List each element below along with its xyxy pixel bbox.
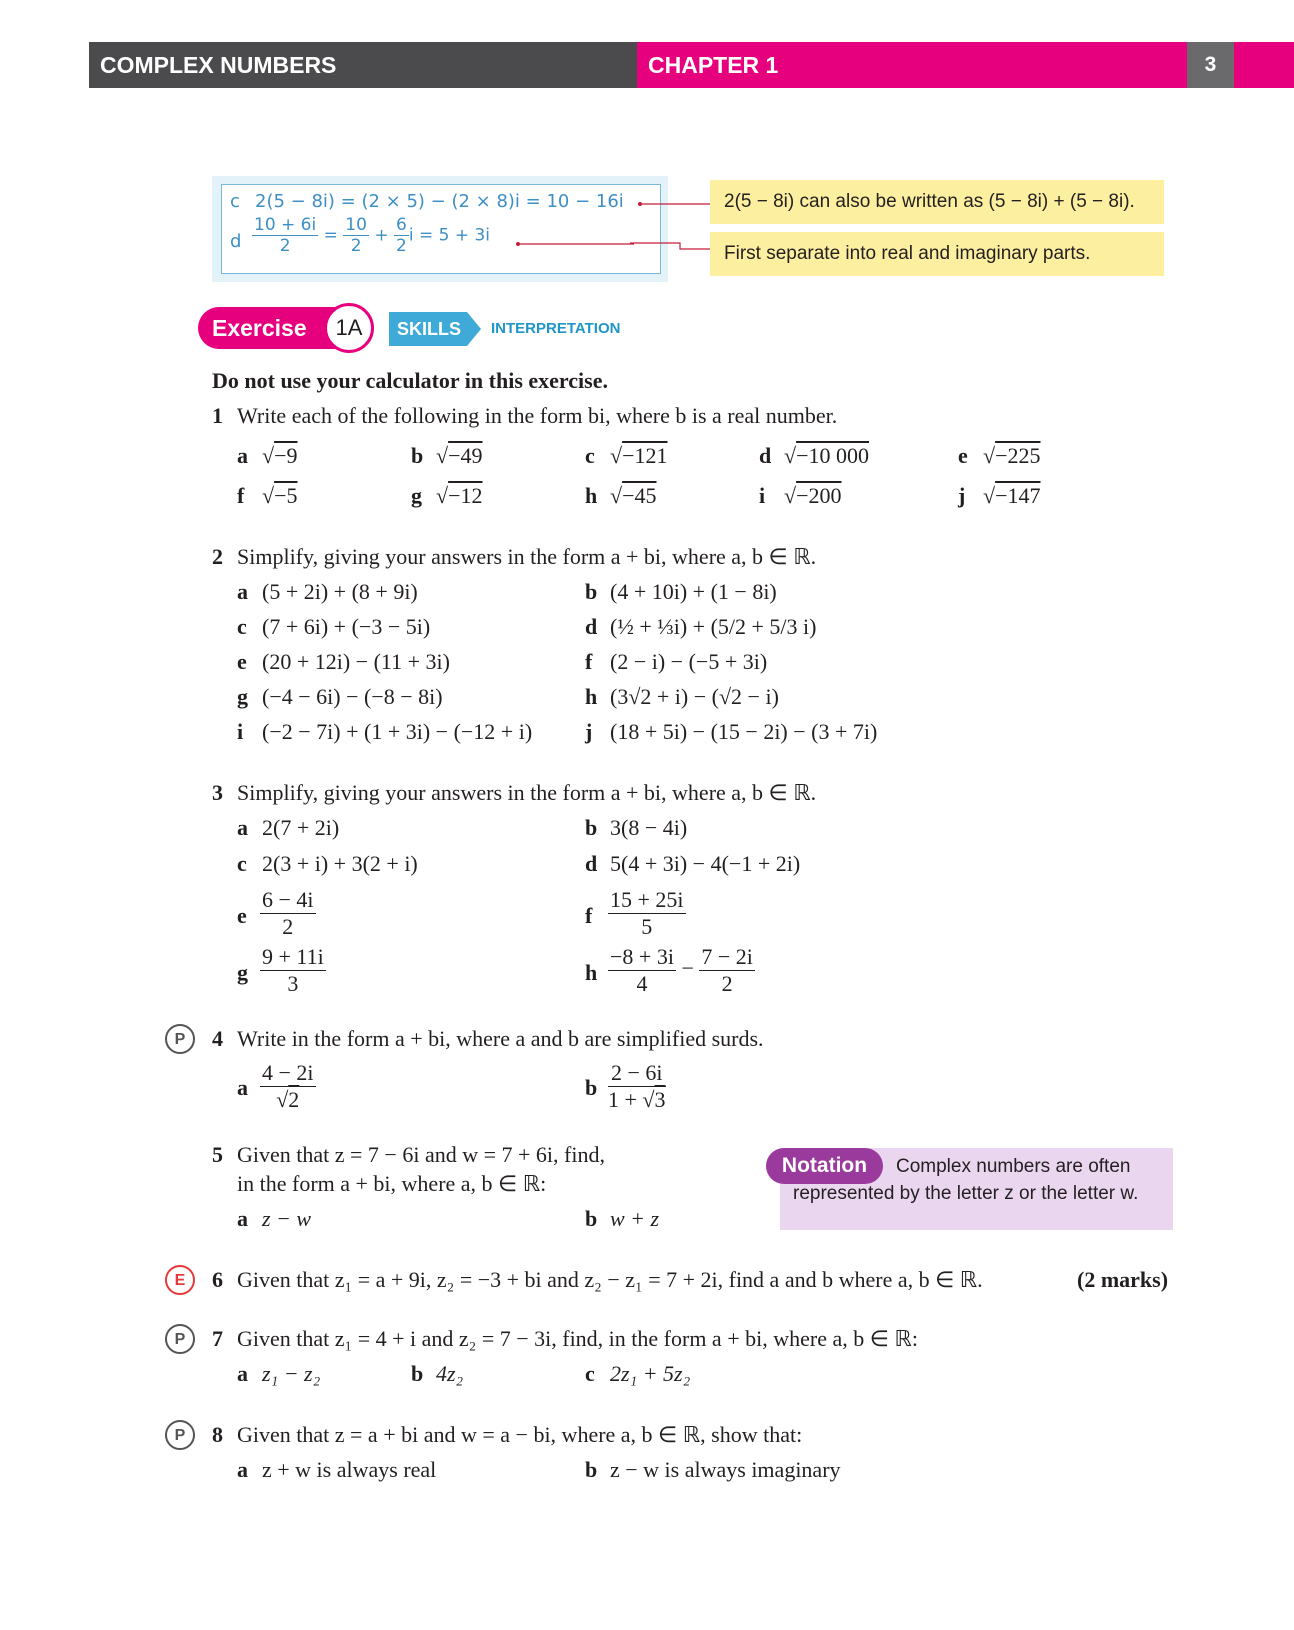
header-bar-left: [89, 42, 637, 88]
q3-g: $\frac{9 + 11i}{3}$: [262, 944, 324, 996]
q7-c: 2z₁ + 5z₂: [610, 1361, 691, 1386]
q8-b-label: b: [585, 1457, 598, 1482]
q1-part-value: √−9: [262, 443, 298, 468]
q3-c: 2(3 + i) + 3(2 + i): [262, 851, 418, 876]
q2-part-value: (3√2 + i) − (√2 − i): [610, 684, 779, 709]
q2-part-value: (−4 − 6i) − (−8 − 8i): [262, 684, 443, 709]
q1-part-value: √−45: [610, 483, 657, 508]
q1-part-value: √−10 000: [784, 443, 869, 468]
q2-part-value: (−2 − 7i) + (1 + 3i) − (−12 + i): [262, 719, 533, 744]
q2-part-label: d: [585, 614, 598, 639]
example-d-expression: $\frac{10 + 6i}{2}$ = $\frac{10}{2}$ + $\frac{6}{2}$ i = 5 + 3i: [254, 215, 491, 256]
q4-b: $\frac{2 - 6i}{1 + √3}$: [608, 1060, 666, 1112]
problem-solving-icon: P: [165, 1324, 195, 1354]
q2-text: Simplify, giving your answers in the form a + bi, where a, b ∈ ℝ.: [237, 544, 817, 569]
q3-number: 3: [212, 780, 223, 805]
q1-part-value: √−5: [262, 483, 298, 508]
q4-a: $\frac{4 - 2i}{√2}$: [262, 1060, 314, 1112]
q3-e: $\frac{6 - 4i}{2}$: [262, 887, 314, 939]
q1-part-value: √−225: [983, 443, 1041, 468]
instruction: Do not use your calculator in this exercise.: [212, 368, 608, 393]
q2-part-value: (20 + 12i) − (11 + 3i): [262, 649, 450, 674]
q2-part-label: j: [585, 719, 593, 744]
q7-b-label: b: [411, 1361, 424, 1386]
q5-number: 5: [212, 1142, 223, 1167]
q1-part-label: f: [237, 483, 245, 508]
header-bar-right: [1234, 42, 1294, 88]
q1-part-value: √−12: [436, 483, 483, 508]
q1-part-value: √−147: [983, 483, 1041, 508]
example-c-label: c: [230, 191, 240, 212]
q7-a-label: a: [237, 1361, 248, 1386]
q3-f: $\frac{15 + 25i}{5}$: [610, 887, 684, 939]
note-connector-lines: [630, 195, 710, 255]
q1-text: Write each of the following in the form bi, where b is a real number.: [237, 403, 838, 428]
q4-number: 4: [212, 1026, 223, 1051]
q8-b: z − w is always imaginary: [610, 1457, 841, 1482]
q3-f-label: f: [585, 903, 593, 928]
q1-part-value: √−121: [610, 443, 668, 468]
q3-d-label: d: [585, 851, 598, 876]
q2-part-label: f: [585, 649, 593, 674]
q7-c-label: c: [585, 1361, 595, 1386]
skills-label: SKILLS: [397, 319, 462, 339]
problem-solving-icon: P: [165, 1024, 195, 1054]
q3-e-label: e: [237, 903, 247, 928]
q3-a-label: a: [237, 815, 248, 840]
q2-part-value: (18 + 5i) − (15 − 2i) − (3 + 7i): [610, 719, 878, 744]
q1-part-label: i: [759, 483, 766, 508]
note-connector-d: [514, 240, 634, 250]
q2-part-label: i: [237, 719, 244, 744]
q1-part-label: g: [411, 483, 422, 508]
q7-a: z₁ − z₂: [262, 1361, 321, 1386]
q4-a-label: a: [237, 1075, 248, 1100]
note-d: First separate into real and imaginary parts.: [710, 232, 1164, 276]
q3-h: $\frac{-8 + 3i}{4}$ − $\frac{7 - 2i}{2}$: [610, 944, 753, 996]
q1-part-label: d: [759, 443, 772, 468]
q3-text: Simplify, giving your answers in the form a + bi, where a, b ∈ ℝ.: [237, 780, 817, 805]
example-d-label: d: [230, 231, 242, 252]
q6-number: 6: [212, 1267, 223, 1292]
notation-text-2: represented by the letter z or the letter w.: [793, 1183, 1139, 1204]
q3-b: 3(8 − 4i): [610, 815, 688, 840]
q6-text: Given that z₁ = a + 9i, z₂ = −3 + bi and z₂ − z₁ = 7 + 2i, find a and b where a, b ∈ ℝ.: [237, 1267, 983, 1292]
q5-b-label: b: [585, 1206, 598, 1231]
example-c-text: 2(5 − 8i) = (2 × 5) − (2 × 8)i = 10 − 16i: [255, 191, 624, 212]
q2-part-value: (4 + 10i) + (1 − 8i): [610, 579, 777, 604]
chapter-title: CHAPTER 1: [648, 52, 779, 78]
notation-text-1: Complex numbers are often: [896, 1156, 1131, 1177]
q6-marks: (2 marks): [1077, 1267, 1169, 1292]
page-number: 3: [1204, 53, 1217, 76]
q2-part-label: a: [237, 579, 248, 604]
page-number-box: [1187, 42, 1234, 88]
q2-part-value: (5 + 2i) + (8 + 9i): [262, 579, 418, 604]
q3-b-label: b: [585, 815, 598, 840]
q1-part-value: √−49: [436, 443, 483, 468]
section-title: COMPLEX NUMBERS: [100, 52, 337, 78]
q3-a: 2(7 + 2i): [262, 815, 340, 840]
notation-tag: Notation: [766, 1148, 883, 1184]
q4-text: Write in the form a + bi, where a and b are simplified surds.: [237, 1026, 764, 1051]
q2-part-label: c: [237, 614, 247, 639]
q1-part-label: c: [585, 443, 595, 468]
problem-solving-icon: P: [165, 1420, 195, 1450]
q7-number: 7: [212, 1326, 223, 1351]
note-c: 2(5 − 8i) can also be written as (5 − 8i) + (5 − 8i).: [710, 180, 1164, 224]
q5-b: w + z: [610, 1206, 660, 1231]
q7-b: 4z₂: [436, 1361, 464, 1386]
exercise-word: Exercise: [212, 315, 307, 341]
exercise-id: 1A: [324, 303, 374, 353]
q1-part-value: √−200: [784, 483, 842, 508]
q5-line2: in the form a + bi, where a, b ∈ ℝ:: [237, 1171, 547, 1196]
worked-example-box: [221, 184, 661, 274]
q5-a: z − w: [262, 1206, 312, 1231]
q7-text: Given that z₁ = 4 + i and z₂ = 7 − 3i, find, in the form a + bi, where a, b ∈ ℝ:: [237, 1326, 918, 1351]
q3-d: 5(4 + 3i) − 4(−1 + 2i): [610, 851, 801, 876]
q2-part-label: e: [237, 649, 247, 674]
q3-c-label: c: [237, 851, 247, 876]
q2-part-label: b: [585, 579, 598, 604]
q5-line1: Given that z = 7 − 6i and w = 7 + 6i, find,: [237, 1142, 605, 1167]
q8-a-label: a: [237, 1457, 248, 1482]
q5-a-label: a: [237, 1206, 248, 1231]
q2-part-value: (2 − i) − (−5 + 3i): [610, 649, 768, 674]
q2-part-value: (½ + ⅓i) + (5/2 + 5/3 i): [610, 614, 817, 639]
q2-part-value: (7 + 6i) + (−3 − 5i): [262, 614, 431, 639]
q1-part-label: e: [958, 443, 968, 468]
q1-part-label: j: [958, 483, 966, 508]
header-bar-chapter: [637, 42, 1187, 88]
q4-b-label: b: [585, 1075, 598, 1100]
q1-number: 1: [212, 403, 223, 428]
q1-part-label: b: [411, 443, 424, 468]
q8-text: Given that z = a + bi and w = a − bi, where a, b ∈ ℝ, show that:: [237, 1422, 803, 1447]
q2-part-label: g: [237, 684, 248, 709]
q3-g-label: g: [237, 960, 248, 985]
exam-style-icon: E: [165, 1265, 195, 1295]
q2-part-label: h: [585, 684, 598, 709]
q1-part-label: a: [237, 443, 248, 468]
q2-number: 2: [212, 544, 223, 569]
q8-a: z + w is always real: [262, 1457, 437, 1482]
skill-name: INTERPRETATION: [491, 320, 621, 337]
q1-part-label: h: [585, 483, 598, 508]
q3-h-label: h: [585, 960, 598, 985]
q8-number: 8: [212, 1422, 223, 1447]
